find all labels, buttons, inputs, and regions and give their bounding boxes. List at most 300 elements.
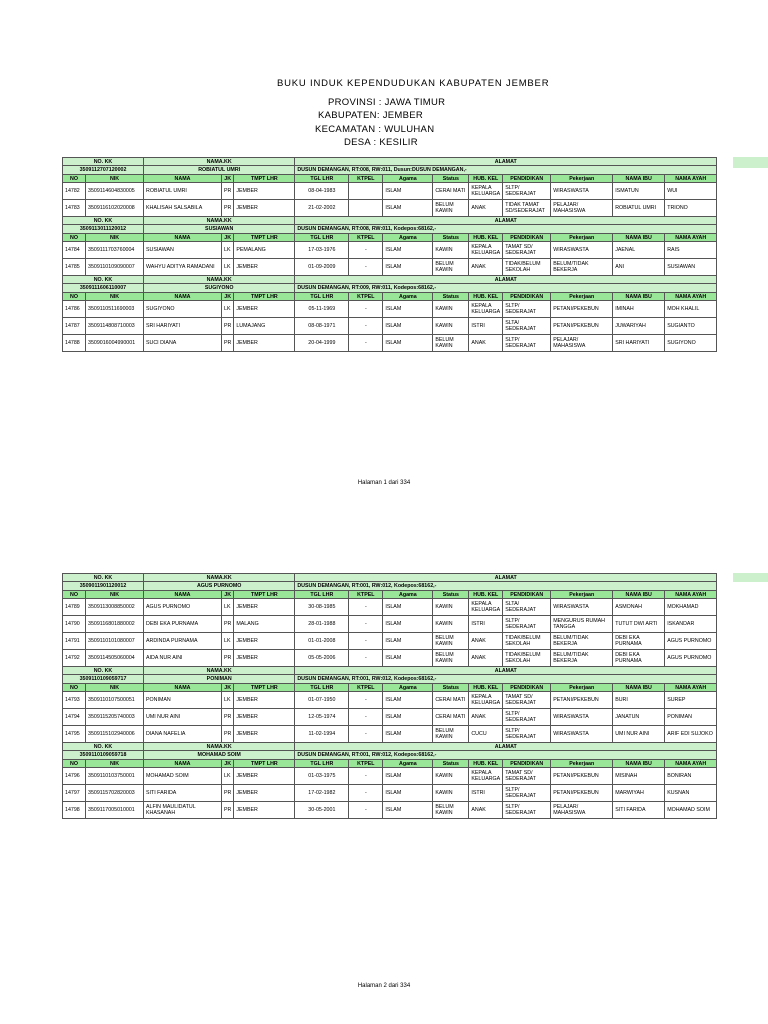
table-cell: PR (222, 318, 234, 335)
table-cell: KAWIN (433, 785, 469, 802)
table-cell: SUGIYONO (665, 335, 717, 352)
page-footer: Halaman 1 dari 334 (357, 480, 411, 486)
table-row (63, 335, 717, 352)
table-cell: JEMBER (234, 650, 295, 667)
alamat-label: ALAMAT (295, 667, 717, 675)
table-cell: PR (222, 335, 234, 352)
table-cell: IMINAH (613, 301, 665, 318)
column-header: NAMA (144, 234, 222, 242)
kk-label-row (63, 574, 717, 582)
table-cell: BURI (613, 692, 665, 709)
table-cell: ISLAM (383, 768, 433, 785)
table-row (63, 616, 717, 633)
table-cell: KAWIN (433, 242, 469, 259)
table-cell: ISLAM (383, 200, 433, 217)
nama-kk-value: SUGIYONO (144, 284, 295, 293)
table-row (63, 768, 717, 785)
column-header: Pekerjaan (551, 760, 613, 768)
column-header: TMPT LHR (234, 175, 295, 183)
table-cell: 14792 (63, 650, 86, 667)
table-cell: TIDAK/BELUM SEKOLAH (503, 650, 551, 667)
alamat-label: ALAMAT (295, 743, 717, 751)
table-row (63, 599, 717, 616)
column-header: NAMA IBU (613, 591, 665, 599)
column-header: Agama (383, 293, 433, 301)
column-header: JK (222, 293, 234, 301)
table-cell: 01-09-2009 (295, 259, 349, 276)
column-header: NO (63, 591, 86, 599)
table-cell: - (349, 692, 383, 709)
table-cell: 11-02-1994 (295, 726, 349, 743)
table-cell: ISMATUN (613, 183, 665, 200)
table-cell: PETANI/PEKEBUN (551, 785, 613, 802)
table-cell: 14784 (63, 242, 86, 259)
table-cell: SRI HARIYATI (613, 335, 665, 352)
table-cell: 01-07-1950 (295, 692, 349, 709)
table-cell: TAMAT SD/ SEDERAJAT (503, 692, 551, 709)
column-header: TMPT LHR (234, 591, 295, 599)
table-cell: WIRASWASTA (551, 709, 613, 726)
column-header: NAMA (144, 175, 222, 183)
table-cell: AIDA NUR AINI (144, 650, 222, 667)
table-cell: - (349, 242, 383, 259)
nama-kk-value: SUSIAWAN (144, 225, 295, 234)
column-header: NO (63, 175, 86, 183)
column-header: TGL LHR (295, 684, 349, 692)
column-header: Pekerjaan (551, 684, 613, 692)
table-row (63, 183, 717, 200)
table-cell: ANAK (469, 650, 503, 667)
table-cell: BELUM/TIDAK BEKERJA (551, 259, 613, 276)
column-header: HUB. KEL (469, 293, 503, 301)
table-cell: ISLAM (383, 650, 433, 667)
table-cell: CERAI MATI (433, 183, 469, 200)
column-header: KTPEL (349, 175, 383, 183)
table-cell: BELUM KAWIN (433, 259, 469, 276)
no-kk-value: 3509112707120002 (63, 166, 144, 175)
alamat-band-extension (733, 573, 768, 582)
table-cell: ANAK (469, 802, 503, 819)
nama-kk-label: NAMA.KK (144, 667, 295, 675)
table-cell: JEMBER (234, 259, 295, 276)
nama-kk-label: NAMA.KK (144, 217, 295, 225)
table-cell: 21-02-2002 (295, 200, 349, 217)
table-cell: 3509113008850002 (86, 599, 144, 616)
column-header: NIK (86, 591, 144, 599)
table-cell: JEMBER (234, 633, 295, 650)
table-cell: JEMBER (234, 599, 295, 616)
column-header: Status (433, 293, 469, 301)
column-header: PENDIDIKAN (503, 234, 551, 242)
table-cell: 14786 (63, 301, 86, 318)
table-cell: 3509114505060004 (86, 650, 144, 667)
column-header: NAMA IBU (613, 760, 665, 768)
table-cell: BELUM KAWIN (433, 200, 469, 217)
table-cell (349, 200, 383, 217)
table-cell: PEMALANG (234, 242, 295, 259)
table-cell: 3509114604830005 (86, 183, 144, 200)
kk-value-row (63, 582, 717, 591)
column-header: JK (222, 760, 234, 768)
table-cell: 14796 (63, 768, 86, 785)
table-cell: 3509110107500051 (86, 692, 144, 709)
page-footer: Halaman 2 dari 334 (357, 983, 411, 989)
column-header: TGL LHR (295, 760, 349, 768)
table-cell: - (349, 709, 383, 726)
table-cell: LK (222, 301, 234, 318)
table-cell: JEMBER (234, 785, 295, 802)
kecamatan-label: KECAMATAN : WULUHAN (315, 124, 435, 135)
table-cell: DEBI EKA PURNAMA (613, 650, 665, 667)
table-cell: ANAK (469, 335, 503, 352)
desa-label: DESA : KESILIR (344, 137, 418, 148)
table-cell: - (349, 335, 383, 352)
table-cell: 17-02-1982 (295, 785, 349, 802)
column-header: Status (433, 760, 469, 768)
table-cell: KEPALA KELUARGA (469, 692, 503, 709)
table-cell: KEPALA KELUARGA (469, 599, 503, 616)
column-header: KTPEL (349, 234, 383, 242)
table-cell: PR (222, 616, 234, 633)
column-header: Agama (383, 234, 433, 242)
table-cell: PR (222, 802, 234, 819)
table-cell: BELUM KAWIN (433, 726, 469, 743)
table-cell: LUMAJANG (234, 318, 295, 335)
table-cell: - (349, 301, 383, 318)
column-header: Pekerjaan (551, 234, 613, 242)
column-header: NAMA (144, 591, 222, 599)
column-header: NAMA (144, 760, 222, 768)
table-cell: KEPALA KELUARGA (469, 242, 503, 259)
table-cell: SUSIAWAN (665, 259, 717, 276)
table-cell: ISLAM (383, 726, 433, 743)
table-cell: ISLAM (383, 335, 433, 352)
table-cell: 3509114808710003 (86, 318, 144, 335)
table-cell: DEBI EKA PURNAMA (613, 633, 665, 650)
column-header: Pekerjaan (551, 591, 613, 599)
column-header: Agama (383, 684, 433, 692)
kk-label-row (63, 667, 717, 675)
table-cell: 3509110109090007 (86, 259, 144, 276)
table-cell: KAWIN (433, 599, 469, 616)
table-cell: WIRASWASTA (551, 183, 613, 200)
table-cell: SLTP/ SEDERAJAT (503, 785, 551, 802)
table-cell: KEPALA KELUARGA (469, 183, 503, 200)
table-cell: PELAJAR/ MAHASISWA (551, 802, 613, 819)
nama-kk-label: NAMA.KK (144, 158, 295, 166)
table-cell: ANAK (469, 200, 503, 217)
table-cell: SRI HARIYATI (144, 318, 222, 335)
table-cell: - (349, 259, 383, 276)
table-cell: 14789 (63, 599, 86, 616)
column-header: NAMA IBU (613, 175, 665, 183)
table-cell: TUTUT DWI ARTI (613, 616, 665, 633)
table-cell: MOHAMAD SOIM (665, 802, 717, 819)
table-cell: SLTP/ SEDERAJAT (503, 709, 551, 726)
table-cell: PR (222, 183, 234, 200)
table-cell: 05-11-1969 (295, 301, 349, 318)
table-cell: 3509115102940006 (86, 726, 144, 743)
table-cell: 14797 (63, 785, 86, 802)
table-cell: CERAI MATI (433, 709, 469, 726)
nama-kk-label: NAMA.KK (144, 574, 295, 582)
table-cell: JANATUN (613, 709, 665, 726)
table-cell: AGUS PURNOMO (665, 650, 717, 667)
table-cell: KAWIN (433, 301, 469, 318)
table-cell: PR (222, 709, 234, 726)
table-cell: SLTP/ SEDERAJAT (503, 335, 551, 352)
table-cell: ISLAM (383, 633, 433, 650)
kk-label-row (63, 217, 717, 225)
table-cell: DEBI EKA PURNAMA (144, 616, 222, 633)
table-cell: MENGURUS RUMAH TANGGA (551, 616, 613, 633)
table-cell: CERAI MATI (433, 692, 469, 709)
table-row (63, 259, 717, 276)
column-header: PENDIDIKAN (503, 591, 551, 599)
table-cell: 14798 (63, 802, 86, 819)
table-cell: ISKANDAR (665, 616, 717, 633)
no-kk-label: NO. KK (63, 217, 144, 225)
table-cell: ISLAM (383, 318, 433, 335)
alamat-label: ALAMAT (295, 276, 717, 284)
table-cell: 14788 (63, 335, 86, 352)
column-header: Agama (383, 760, 433, 768)
table-cell: SLTP/ SEDERAJAT (503, 183, 551, 200)
kk-value-row (63, 751, 717, 760)
table-cell: SUREP (665, 692, 717, 709)
table-cell: 3509116801880002 (86, 616, 144, 633)
table-cell: - (349, 650, 383, 667)
table-cell: KAWIN (433, 616, 469, 633)
nama-kk-value: ROBIATUL UMRI (144, 166, 295, 175)
kk-value-row (63, 166, 717, 175)
table-cell: JEMBER (234, 335, 295, 352)
table-cell: TAMAT SD/ SEDERAJAT (503, 242, 551, 259)
column-header: HUB. KEL (469, 591, 503, 599)
column-header: HUB. KEL (469, 234, 503, 242)
alamat-band-extension (733, 157, 768, 168)
table-cell: SLTA/ SEDERAJAT (503, 599, 551, 616)
table-cell: SLTP/ SEDERAJAT (503, 301, 551, 318)
table-cell: BELUM/TIDAK BEKERJA (551, 633, 613, 650)
table-cell: WIRASWASTA (551, 242, 613, 259)
table-cell: UMI NUR AINI (144, 709, 222, 726)
table-cell: 14793 (63, 692, 86, 709)
table-cell: SITI FARIDA (613, 802, 665, 819)
column-header: JK (222, 234, 234, 242)
table-cell: MISINAH (613, 768, 665, 785)
table-row (63, 242, 717, 259)
table-cell: DIANA NAFELIA (144, 726, 222, 743)
column-header: Status (433, 234, 469, 242)
no-kk-value: 3509110109059718 (63, 751, 144, 760)
table-row (63, 650, 717, 667)
register-table-page-1 (62, 157, 717, 352)
kk-value-row (63, 284, 717, 293)
table-row (63, 785, 717, 802)
column-header: NIK (86, 234, 144, 242)
column-header: NAMA AYAH (665, 175, 717, 183)
column-header: TMPT LHR (234, 760, 295, 768)
table-cell: ISTRI (469, 616, 503, 633)
table-cell: AGUS PURNOMO (144, 599, 222, 616)
table-cell: CUCU (469, 726, 503, 743)
no-kk-value: 3509110109059717 (63, 675, 144, 684)
alamat-value: DUSUN DEMANGAN, RT:001, RW:012, Kodepos:68162,- (295, 675, 717, 684)
table-cell: ISLAM (383, 616, 433, 633)
table-cell: ISLAM (383, 242, 433, 259)
kk-label-row (63, 158, 717, 166)
table-cell: ROBIATUL UMRI (613, 200, 665, 217)
table-row (63, 301, 717, 318)
column-header: KTPEL (349, 293, 383, 301)
table-cell: ISLAM (383, 259, 433, 276)
table-cell: MARWIYAH (613, 785, 665, 802)
table-cell: AGUS PURNOMO (665, 633, 717, 650)
table-cell: PELAJAR/ MAHASISWA (551, 335, 613, 352)
table-cell: - (349, 785, 383, 802)
column-header: NAMA (144, 684, 222, 692)
table-cell: PELAJAR/ MAHASISWA (551, 200, 613, 217)
table-cell: 14794 (63, 709, 86, 726)
table-cell: SUCI DIANA (144, 335, 222, 352)
table-row (63, 692, 717, 709)
table-cell: ANAK (469, 259, 503, 276)
column-header: Pekerjaan (551, 293, 613, 301)
table-cell: 3509115205740003 (86, 709, 144, 726)
table-cell: SUSIAWAN (144, 242, 222, 259)
table-cell: JEMBER (234, 709, 295, 726)
table-cell: ISTRI (469, 785, 503, 802)
table-cell: 3509116102020008 (86, 200, 144, 217)
table-cell: 08-08-1971 (295, 318, 349, 335)
table-cell: 14790 (63, 616, 86, 633)
nama-kk-value: MOHAMAD SOIM (144, 751, 295, 760)
table-cell: SLTP/ SEDERAJAT (503, 616, 551, 633)
table-cell: JEMBER (234, 768, 295, 785)
table-cell: MOH KHALIL (665, 301, 717, 318)
register-table-page-2 (62, 573, 717, 819)
table-cell: KAWIN (433, 318, 469, 335)
table-cell: TAMAT SD/ SEDERAJAT (503, 768, 551, 785)
table-cell: BELUM/TIDAK BEKERJA (551, 650, 613, 667)
table-cell: KUSNAN (665, 785, 717, 802)
table-cell: ARDINDA PURNAMA (144, 633, 222, 650)
column-header: Agama (383, 591, 433, 599)
column-header: JK (222, 591, 234, 599)
table-cell: 3509016004990001 (86, 335, 144, 352)
kk-value-row (63, 225, 717, 234)
table-cell: LK (222, 633, 234, 650)
kk-value-row (63, 675, 717, 684)
alamat-value: DUSUN DEMANGAN, RT:009, RW:011, Kodepos:68162,- (295, 284, 717, 293)
column-header: NAMA IBU (613, 684, 665, 692)
table-cell: 14787 (63, 318, 86, 335)
column-header: NAMA AYAH (665, 684, 717, 692)
table-cell: KEPALA KELUARGA (469, 768, 503, 785)
document-title: BUKU INDUK KEPENDUDUKAN KABUPATEN JEMBER (277, 78, 550, 89)
table-cell: MOHAMAD SOIM (144, 768, 222, 785)
column-header: KTPEL (349, 684, 383, 692)
nama-kk-label: NAMA.KK (144, 276, 295, 284)
column-header: KTPEL (349, 760, 383, 768)
table-cell: ROBIATUL UMRI (144, 183, 222, 200)
table-cell: 3509110101080007 (86, 633, 144, 650)
column-header: NO (63, 760, 86, 768)
table-row (63, 802, 717, 819)
column-header: TMPT LHR (234, 684, 295, 692)
column-header: NO (63, 293, 86, 301)
table-cell: LK (222, 599, 234, 616)
table-cell: RAIS (665, 242, 717, 259)
table-cell: 3509115702820003 (86, 785, 144, 802)
table-cell: ALFIN MAULIDATUL KHASANAH (144, 802, 222, 819)
kabupaten-label: KABUPATEN: JEMBER (318, 110, 424, 121)
column-header: JK (222, 684, 234, 692)
table-cell: 3509117005010001 (86, 802, 144, 819)
column-header: TMPT LHR (234, 234, 295, 242)
table-cell: SUGIYONO (144, 301, 222, 318)
table-cell: BONIRAN (665, 768, 717, 785)
table-cell: 3509110103750001 (86, 768, 144, 785)
table-cell: 12-05-1974 (295, 709, 349, 726)
table-cell: - (349, 599, 383, 616)
table-cell: TIDAK TAMAT SD/SEDERAJAT (503, 200, 551, 217)
no-kk-label: NO. KK (63, 276, 144, 284)
table-cell: PR (222, 200, 234, 217)
table-cell: WIRASWASTA (551, 599, 613, 616)
table-cell: WUI (665, 183, 717, 200)
table-row (63, 709, 717, 726)
alamat-label: ALAMAT (295, 217, 717, 225)
table-cell: 01-03-1975 (295, 768, 349, 785)
table-cell: 01-01-2008 (295, 633, 349, 650)
column-header: HUB. KEL (469, 684, 503, 692)
column-header-row (63, 760, 717, 768)
column-header: NO (63, 684, 86, 692)
table-cell: - (349, 726, 383, 743)
table-cell: JEMBER (234, 183, 295, 200)
column-header: TMPT LHR (234, 293, 295, 301)
table-cell: PR (222, 785, 234, 802)
table-cell: UMI NUR AINI (613, 726, 665, 743)
column-header: PENDIDIKAN (503, 760, 551, 768)
table-cell: ISLAM (383, 183, 433, 200)
table-cell: BELUM KAWIN (433, 633, 469, 650)
kk-label-row (63, 276, 717, 284)
table-row (63, 726, 717, 743)
table-cell (349, 183, 383, 200)
alamat-label: ALAMAT (295, 158, 717, 166)
alamat-label: ALAMAT (295, 574, 717, 582)
column-header: NAMA AYAH (665, 234, 717, 242)
table-cell: 08-04-1983 (295, 183, 349, 200)
column-header-row (63, 591, 717, 599)
table-cell: LK (222, 242, 234, 259)
table-cell: ISLAM (383, 692, 433, 709)
column-header-row (63, 684, 717, 692)
table-cell: 20-04-1999 (295, 335, 349, 352)
table-cell: MOKHAMAD (665, 599, 717, 616)
table-cell: ISTRI (469, 318, 503, 335)
table-cell: SLTP/ SEDERAJAT (503, 802, 551, 819)
column-header: JK (222, 175, 234, 183)
column-header: Status (433, 175, 469, 183)
no-kk-value: 3509111606110007 (63, 284, 144, 293)
table-cell: KEPALA KELUARGA (469, 301, 503, 318)
table-cell: 28-01-1988 (295, 616, 349, 633)
column-header: Status (433, 591, 469, 599)
